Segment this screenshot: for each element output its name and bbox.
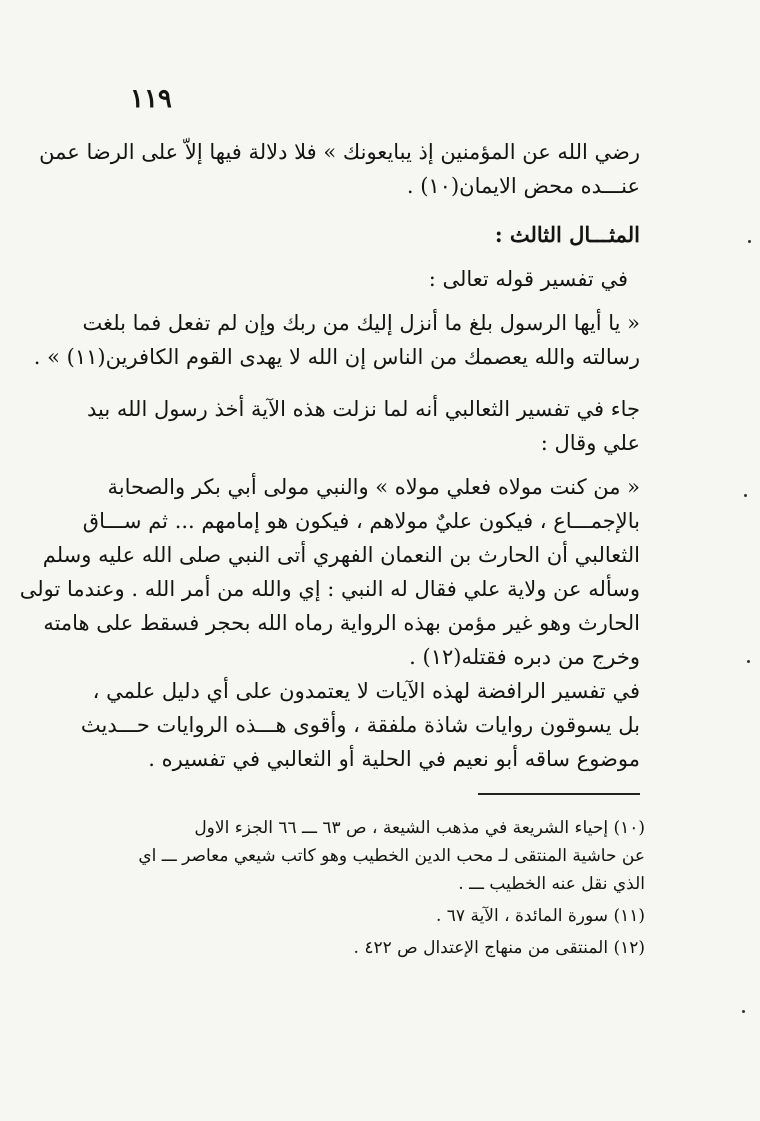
text-line: علي وقال : (540, 431, 640, 455)
heading-text: المثـــال الثالث : (494, 222, 640, 247)
text-line: موضوع ساقه أبو نعيم في الحلية أو الثعالبي في تفسيره . (148, 747, 640, 771)
footnote-11 (105, 902, 645, 930)
paragraph-conclusion (80, 674, 640, 776)
text-line: رضي الله عن المؤمنين إذ يبايعونك » فلا دلالة فيها إلاّ على الرضا عمن (39, 140, 640, 164)
paragraph-thaalabi (86, 392, 640, 460)
text-line: في تفسير قوله تعالى : (428, 267, 628, 291)
footnote-line: (١٠) إحياء الشريعة في مذهب الشيعة ، ص ٦٣ ـــ ٦٦ الجزء الاول (194, 818, 645, 838)
text-line: وسأله عن ولاية علي فقال له النبي : إي والله من أمر الله . وعندما تولى (19, 577, 640, 601)
text-line: بل يسوقون روايات شاذة ملفقة ، وأقوى هـــذه الروايات حـــديث (80, 713, 640, 737)
text-line: في تفسير الرافضة لهذه الآيات لا يعتمدون على أي دليل علمي ، (92, 679, 640, 703)
text-line: وخرج من دبره فقتله(١٢) . (409, 645, 640, 669)
intro-line (105, 262, 640, 296)
text-line: الثعالبي أن الحارث بن النعمان الفهري أتى النبي صلى الله عليه وسلم (42, 543, 640, 567)
text-line: بالإجمـــاع ، فيكون عليٌ مولاهم ، فيكون هو إمامهم ... ثم ســـاق (82, 509, 640, 533)
footnote-10 (105, 814, 645, 898)
text-line: الحارث وهو غير مؤمن بهذه الرواية رماه الله بحجر فسقط على هامته (43, 611, 640, 635)
footnote-line: (١١) سورة المائدة ، الآية ٦٧ . (435, 906, 645, 926)
scan-speck (744, 494, 747, 497)
footnote-12 (105, 934, 645, 962)
footnote-line: عن حاشية المنتقى لـ محب الدين الخطيب وهو كاتب شيعي معاصر ـــ اي (138, 846, 645, 866)
footnote-separator (478, 793, 640, 795)
text-line: عنـــده محض الايمان(١٠) . (406, 174, 640, 198)
quranic-verse (33, 306, 640, 374)
footnote-line: (١٢) المنتقى من منهاج الإعتدال ص ٤٢٢ . (353, 938, 645, 958)
paragraph-hadith (19, 470, 640, 674)
text-line: « يا أيها الرسول بلغ ما أنزل إليك من ربك وإن لم تفعل فما بلغت (82, 311, 640, 335)
scan-speck (747, 660, 750, 663)
section-heading (105, 218, 640, 252)
text-line: جاء في تفسير الثعالبي أنه لما نزلت هذه الآية أخذ رسول الله بيد (86, 397, 640, 421)
text-line: رسالته والله يعصمك من الناس إن الله لا يهدى القوم الكافرين(١١) » . (33, 345, 640, 369)
page-number: ١١٩ (130, 84, 172, 114)
footnote-line: الذي نقل عنه الخطيب ـــ . (458, 874, 645, 894)
text-line: « من كنت مولاه فعلي مولاه » والنبي مولى أبي بكر والصحابة (107, 475, 640, 499)
paragraph-continuation (39, 135, 640, 203)
scan-speck (742, 1010, 745, 1013)
scan-speck (748, 240, 751, 243)
